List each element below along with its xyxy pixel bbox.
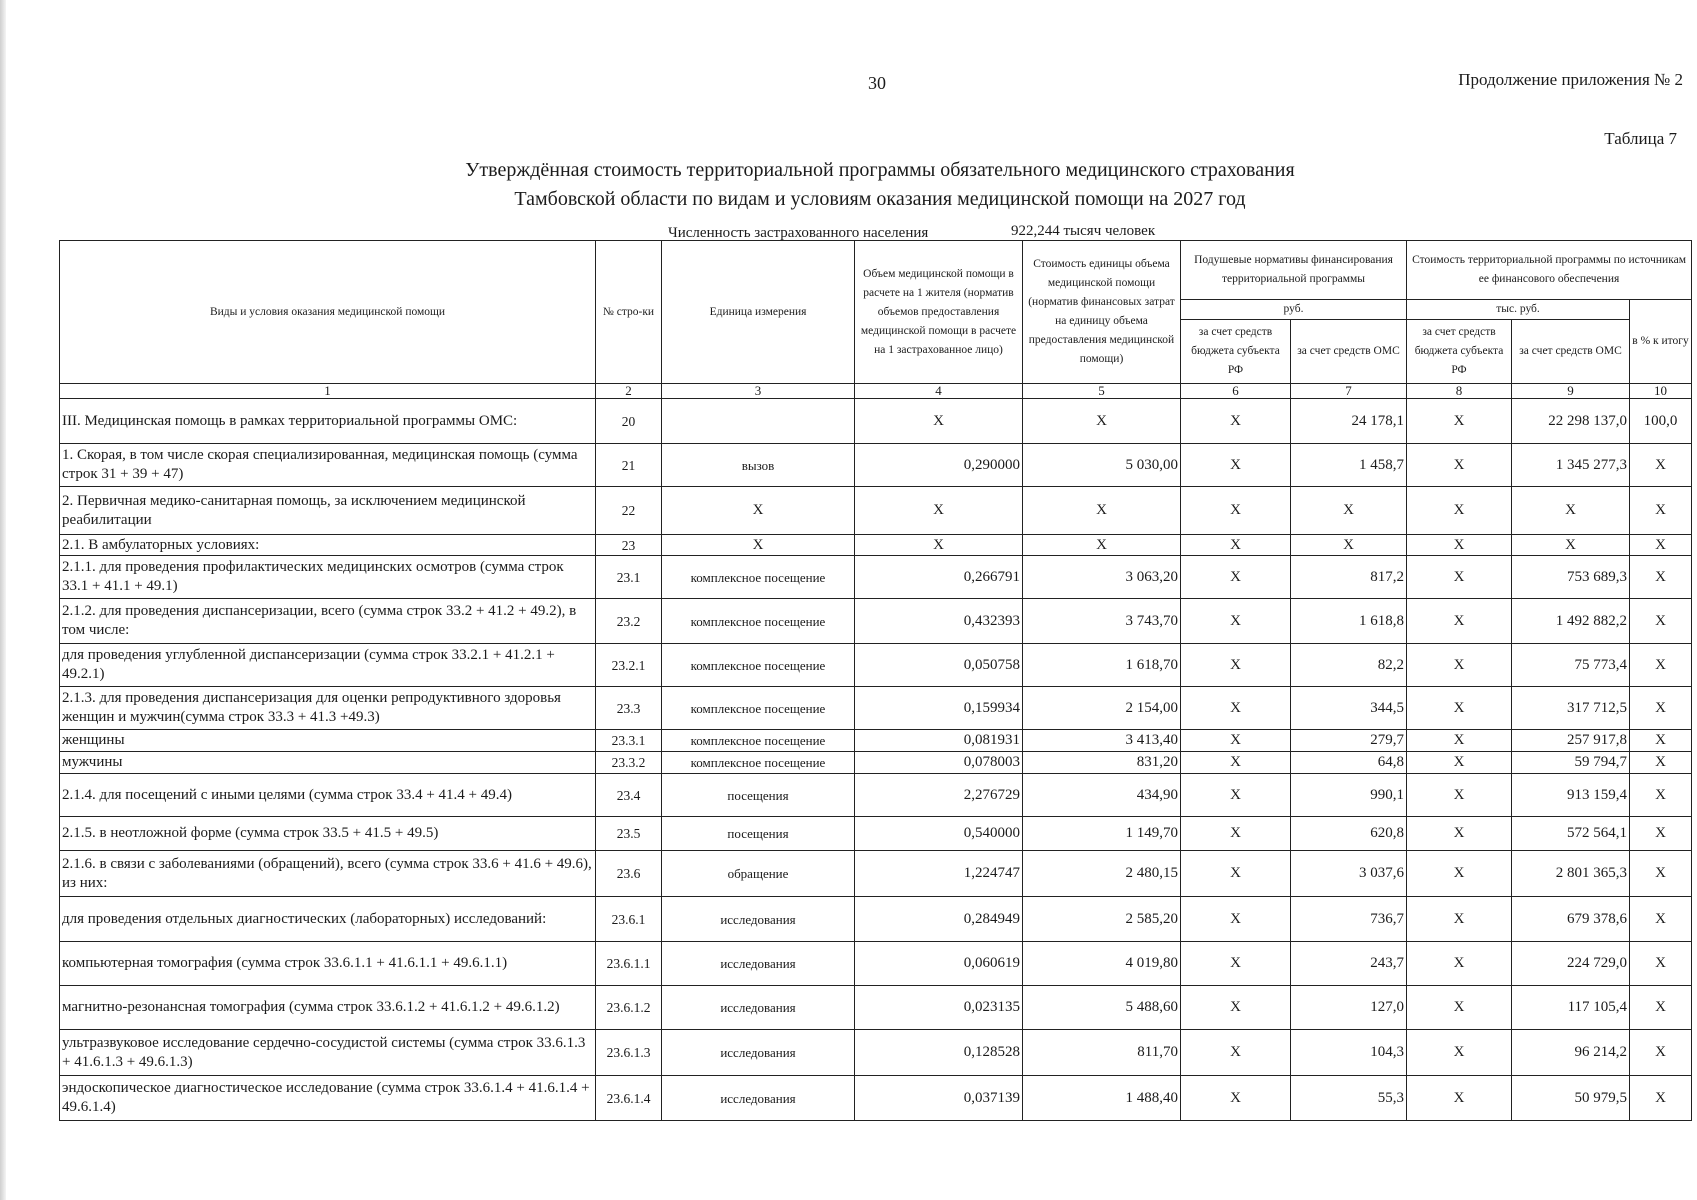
table-row bbox=[60, 897, 1692, 942]
row-budget-total: Х bbox=[1407, 535, 1512, 556]
row-unit-cost: 1 618,70 bbox=[1023, 644, 1181, 687]
row-unit-cost: 831,20 bbox=[1023, 752, 1181, 774]
row-code: 23.4 bbox=[596, 774, 662, 817]
row-name: мужчины bbox=[60, 752, 596, 774]
row-unit: исследования bbox=[662, 1076, 855, 1121]
row-budget-total: Х bbox=[1407, 752, 1512, 774]
column-number: 6 bbox=[1181, 384, 1291, 399]
header-kinds: Виды и условия оказания медицинской помощи bbox=[60, 241, 596, 384]
row-unit: Х bbox=[662, 487, 855, 535]
row-unit-cost: Х bbox=[1023, 535, 1181, 556]
header-budget-per-capita: за счет средств бюджета субъекта РФ bbox=[1181, 320, 1291, 384]
row-volume: 0,060619 bbox=[855, 942, 1023, 986]
row-name: женщины bbox=[60, 730, 596, 752]
row-oms-total: 753 689,3 bbox=[1512, 556, 1630, 599]
row-percent: Х bbox=[1630, 774, 1692, 817]
row-name: 2.1.3. для проведения диспансеризация для оценки репродуктивного здоровья женщин и мужчин(сумма строк 33.3 + 41.3 +49.3) bbox=[60, 687, 596, 730]
row-budget-total: Х bbox=[1407, 774, 1512, 817]
row-oms-total: 679 378,6 bbox=[1512, 897, 1630, 942]
row-unit: комплексное посещение bbox=[662, 556, 855, 599]
row-unit-cost: 3 743,70 bbox=[1023, 599, 1181, 644]
row-percent: Х bbox=[1630, 897, 1692, 942]
column-number: 2 bbox=[596, 384, 662, 399]
row-oms-total: 2 801 365,3 bbox=[1512, 851, 1630, 897]
row-oms-total: 1 492 882,2 bbox=[1512, 599, 1630, 644]
row-percent: Х bbox=[1630, 535, 1692, 556]
row-oms-total: 117 105,4 bbox=[1512, 986, 1630, 1030]
row-percent: Х bbox=[1630, 556, 1692, 599]
column-number: 7 bbox=[1291, 384, 1407, 399]
row-name: 1. Скорая, в том числе скорая специализированная, медицинская помощь (сумма строк 31 + 39 + 47) bbox=[60, 444, 596, 487]
row-volume: 0,432393 bbox=[855, 599, 1023, 644]
row-percent: Х bbox=[1630, 730, 1692, 752]
row-budget-total: Х bbox=[1407, 817, 1512, 851]
table-row bbox=[60, 487, 1692, 535]
row-oms-per-capita: 344,5 bbox=[1291, 687, 1407, 730]
row-percent: Х bbox=[1630, 752, 1692, 774]
row-name: для проведения углубленной диспансеризации (сумма строк 33.2.1 + 41.2.1 + 49.2.1) bbox=[60, 644, 596, 687]
row-percent: Х bbox=[1630, 599, 1692, 644]
row-budget-total: Х bbox=[1407, 851, 1512, 897]
row-budget-total: Х bbox=[1407, 1030, 1512, 1076]
page-number: 30 bbox=[868, 73, 886, 93]
row-budget-per-capita: Х bbox=[1181, 752, 1291, 774]
column-number: 3 bbox=[662, 384, 855, 399]
row-oms-total: 1 345 277,3 bbox=[1512, 444, 1630, 487]
row-unit bbox=[662, 399, 855, 444]
row-budget-total: Х bbox=[1407, 687, 1512, 730]
row-percent: Х bbox=[1630, 942, 1692, 986]
row-code: 23.2.1 bbox=[596, 644, 662, 687]
row-oms-per-capita: 990,1 bbox=[1291, 774, 1407, 817]
row-unit-cost: 5 030,00 bbox=[1023, 444, 1181, 487]
row-oms-total: Х bbox=[1512, 535, 1630, 556]
row-name: 2. Первичная медико-санитарная помощь, за исключением медицинской реабилитации bbox=[60, 487, 596, 535]
row-volume: 0,290000 bbox=[855, 444, 1023, 487]
row-budget-total: Х bbox=[1407, 644, 1512, 687]
column-number: 5 bbox=[1023, 384, 1181, 399]
table-row bbox=[60, 851, 1692, 897]
row-unit: вызов bbox=[662, 444, 855, 487]
row-name: ультразвуковое исследование сердечно-сосудистой системы (сумма строк 33.6.1.3 + 41.6.1.3 + 49.6.1.3) bbox=[60, 1030, 596, 1076]
row-oms-total: 913 159,4 bbox=[1512, 774, 1630, 817]
row-oms-per-capita: 82,2 bbox=[1291, 644, 1407, 687]
column-number: 8 bbox=[1407, 384, 1512, 399]
row-unit: комплексное посещение bbox=[662, 752, 855, 774]
header-per-capita: Подушевые нормативы финансирования территориальной программы bbox=[1181, 241, 1407, 300]
table-row bbox=[60, 444, 1692, 487]
row-budget-per-capita: Х bbox=[1181, 487, 1291, 535]
row-oms-per-capita: 817,2 bbox=[1291, 556, 1407, 599]
table-row bbox=[60, 687, 1692, 730]
column-number: 10 bbox=[1630, 384, 1692, 399]
row-oms-total: 50 979,5 bbox=[1512, 1076, 1630, 1121]
row-unit-cost: 811,70 bbox=[1023, 1030, 1181, 1076]
row-oms-total: 317 712,5 bbox=[1512, 687, 1630, 730]
row-volume: 1,224747 bbox=[855, 851, 1023, 897]
row-oms-per-capita: Х bbox=[1291, 487, 1407, 535]
row-budget-per-capita: Х bbox=[1181, 817, 1291, 851]
row-percent: Х bbox=[1630, 851, 1692, 897]
table-row bbox=[60, 730, 1692, 752]
row-unit-cost: 2 480,15 bbox=[1023, 851, 1181, 897]
row-unit-cost: 4 019,80 bbox=[1023, 942, 1181, 986]
appendix-continuation: Продолжение приложения № 2 bbox=[1458, 70, 1683, 89]
row-volume: 0,050758 bbox=[855, 644, 1023, 687]
row-code: 23.6.1.4 bbox=[596, 1076, 662, 1121]
row-volume: Х bbox=[855, 487, 1023, 535]
row-code: 23.3 bbox=[596, 687, 662, 730]
row-oms-total: 96 214,2 bbox=[1512, 1030, 1630, 1076]
row-oms-total: 75 773,4 bbox=[1512, 644, 1630, 687]
header-thousand-rub: тыс. руб. bbox=[1407, 300, 1630, 320]
row-budget-per-capita: Х bbox=[1181, 399, 1291, 444]
row-oms-per-capita: 104,3 bbox=[1291, 1030, 1407, 1076]
row-code: 20 bbox=[596, 399, 662, 444]
row-unit: Х bbox=[662, 535, 855, 556]
row-percent: 100,0 bbox=[1630, 399, 1692, 444]
column-number: 1 bbox=[60, 384, 596, 399]
row-budget-per-capita: Х bbox=[1181, 599, 1291, 644]
row-unit: посещения bbox=[662, 817, 855, 851]
table-row bbox=[60, 535, 1692, 556]
header-program-cost: Стоимость территориальной программы по источникам ее финансового обеспечения bbox=[1407, 241, 1692, 300]
header-budget-total: за счет средств бюджета субъекта РФ bbox=[1407, 320, 1512, 384]
table-row bbox=[60, 817, 1692, 851]
row-volume: Х bbox=[855, 535, 1023, 556]
row-budget-per-capita: Х bbox=[1181, 942, 1291, 986]
row-oms-per-capita: 1 618,8 bbox=[1291, 599, 1407, 644]
row-oms-total: 257 917,8 bbox=[1512, 730, 1630, 752]
row-budget-total: Х bbox=[1407, 444, 1512, 487]
row-volume: 0,540000 bbox=[855, 817, 1023, 851]
row-unit: комплексное посещение bbox=[662, 687, 855, 730]
table-row bbox=[60, 644, 1692, 687]
row-oms-total: 572 564,1 bbox=[1512, 817, 1630, 851]
row-code: 23.2 bbox=[596, 599, 662, 644]
row-code: 23.3.2 bbox=[596, 752, 662, 774]
row-budget-total: Х bbox=[1407, 599, 1512, 644]
row-budget-per-capita: Х bbox=[1181, 644, 1291, 687]
population-value: 922,244 тысяч человек bbox=[1011, 223, 1156, 239]
row-volume: 0,023135 bbox=[855, 986, 1023, 1030]
row-code: 23.1 bbox=[596, 556, 662, 599]
table-row bbox=[60, 942, 1692, 986]
row-oms-per-capita: 620,8 bbox=[1291, 817, 1407, 851]
row-budget-per-capita: Х bbox=[1181, 535, 1291, 556]
row-volume: 0,128528 bbox=[855, 1030, 1023, 1076]
row-name: 2.1.6. в связи с заболеваниями (обращений), всего (сумма строк 33.6 + 41.6 + 49.6), из них: bbox=[60, 851, 596, 897]
row-oms-per-capita: 24 178,1 bbox=[1291, 399, 1407, 444]
table-label: Таблица 7 bbox=[1604, 129, 1677, 148]
row-code: 23.6.1.3 bbox=[596, 1030, 662, 1076]
table-row bbox=[60, 599, 1692, 644]
row-code: 21 bbox=[596, 444, 662, 487]
row-code: 23.6.1.2 bbox=[596, 986, 662, 1030]
row-code: 23 bbox=[596, 535, 662, 556]
row-budget-per-capita: Х bbox=[1181, 986, 1291, 1030]
row-name: 2.1.2. для проведения диспансеризации, всего (сумма строк 33.2 + 41.2 + 49.2), в том числе: bbox=[60, 599, 596, 644]
row-oms-per-capita: 127,0 bbox=[1291, 986, 1407, 1030]
row-volume: 2,276729 bbox=[855, 774, 1023, 817]
row-code: 23.6.1 bbox=[596, 897, 662, 942]
row-percent: Х bbox=[1630, 487, 1692, 535]
header-rub: руб. bbox=[1181, 300, 1407, 320]
row-budget-per-capita: Х bbox=[1181, 556, 1291, 599]
row-oms-per-capita: 243,7 bbox=[1291, 942, 1407, 986]
row-volume: 0,081931 bbox=[855, 730, 1023, 752]
table-row bbox=[60, 752, 1692, 774]
row-unit-cost: 5 488,60 bbox=[1023, 986, 1181, 1030]
header-unit-cost: Стоимость единицы объема медицинской помощи (норматив финансовых затрат на единицу объема предоставления медицинской помощи) bbox=[1023, 241, 1181, 384]
row-unit: комплексное посещение bbox=[662, 644, 855, 687]
row-unit-cost: 2 585,20 bbox=[1023, 897, 1181, 942]
row-volume: 0,266791 bbox=[855, 556, 1023, 599]
row-unit-cost: 1 149,70 bbox=[1023, 817, 1181, 851]
row-code: 23.6.1.1 bbox=[596, 942, 662, 986]
row-unit-cost: Х bbox=[1023, 399, 1181, 444]
row-budget-total: Х bbox=[1407, 556, 1512, 599]
row-budget-total: Х bbox=[1407, 730, 1512, 752]
row-unit-cost: 434,90 bbox=[1023, 774, 1181, 817]
cost-table bbox=[59, 240, 1692, 1121]
row-unit: обращение bbox=[662, 851, 855, 897]
row-budget-per-capita: Х bbox=[1181, 897, 1291, 942]
row-volume: 0,037139 bbox=[855, 1076, 1023, 1121]
header-percent: в % к итогу bbox=[1630, 300, 1692, 384]
row-oms-per-capita: 1 458,7 bbox=[1291, 444, 1407, 487]
row-name: 2.1.4. для посещений с иными целями (сумма строк 33.4 + 41.4 + 49.4) bbox=[60, 774, 596, 817]
row-budget-total: Х bbox=[1407, 942, 1512, 986]
row-unit-cost: 3 413,40 bbox=[1023, 730, 1181, 752]
row-percent: Х bbox=[1630, 817, 1692, 851]
row-volume: Х bbox=[855, 399, 1023, 444]
row-code: 23.5 bbox=[596, 817, 662, 851]
row-oms-total: 224 729,0 bbox=[1512, 942, 1630, 986]
row-oms-total: Х bbox=[1512, 487, 1630, 535]
row-unit-cost: 1 488,40 bbox=[1023, 1076, 1181, 1121]
row-oms-total: 22 298 137,0 bbox=[1512, 399, 1630, 444]
row-volume: 0,284949 bbox=[855, 897, 1023, 942]
row-unit: посещения bbox=[662, 774, 855, 817]
row-percent: Х bbox=[1630, 644, 1692, 687]
column-number: 9 bbox=[1512, 384, 1630, 399]
column-numbers-row bbox=[60, 384, 1692, 399]
row-code: 22 bbox=[596, 487, 662, 535]
row-unit-cost: 3 063,20 bbox=[1023, 556, 1181, 599]
document-title bbox=[0, 156, 1697, 214]
title-line-2: Тамбовской области по видам и условиям оказания медицинской помощи на 2027 год bbox=[514, 188, 1246, 210]
row-name: 2.1.1. для проведения профилактических медицинских осмотров (сумма строк 33.1 + 41.1 + 49.1) bbox=[60, 556, 596, 599]
row-oms-per-capita: 64,8 bbox=[1291, 752, 1407, 774]
row-unit: исследования bbox=[662, 897, 855, 942]
table-row bbox=[60, 986, 1692, 1030]
header-unit: Единица измерения bbox=[662, 241, 855, 384]
row-budget-total: Х bbox=[1407, 897, 1512, 942]
row-unit: исследования bbox=[662, 1030, 855, 1076]
row-name: 2.1. В амбулаторных условиях: bbox=[60, 535, 596, 556]
row-budget-total: Х bbox=[1407, 487, 1512, 535]
row-name: магнитно-резонансная томография (сумма строк 33.6.1.2 + 41.6.1.2 + 49.6.1.2) bbox=[60, 986, 596, 1030]
row-percent: Х bbox=[1630, 1076, 1692, 1121]
table-row bbox=[60, 1030, 1692, 1076]
header-oms-per-capita: за счет средств ОМС bbox=[1291, 320, 1407, 384]
row-percent: Х bbox=[1630, 687, 1692, 730]
row-unit: комплексное посещение bbox=[662, 730, 855, 752]
row-volume: 0,078003 bbox=[855, 752, 1023, 774]
header-row-number: № стро-ки bbox=[596, 241, 662, 384]
row-percent: Х bbox=[1630, 444, 1692, 487]
row-budget-per-capita: Х bbox=[1181, 1030, 1291, 1076]
row-volume: 0,159934 bbox=[855, 687, 1023, 730]
row-unit: исследования bbox=[662, 942, 855, 986]
row-budget-per-capita: Х bbox=[1181, 444, 1291, 487]
row-oms-per-capita: Х bbox=[1291, 535, 1407, 556]
row-oms-per-capita: 55,3 bbox=[1291, 1076, 1407, 1121]
row-budget-per-capita: Х bbox=[1181, 730, 1291, 752]
row-percent: Х bbox=[1630, 986, 1692, 1030]
row-name: III. Медицинская помощь в рамках территориальной программы ОМС: bbox=[60, 399, 596, 444]
table-row bbox=[60, 1076, 1692, 1121]
row-name: компьютерная томография (сумма строк 33.6.1.1 + 41.6.1.1 + 49.6.1.1) bbox=[60, 942, 596, 986]
row-code: 23.6 bbox=[596, 851, 662, 897]
row-budget-per-capita: Х bbox=[1181, 851, 1291, 897]
row-budget-total: Х bbox=[1407, 1076, 1512, 1121]
row-code: 23.3.1 bbox=[596, 730, 662, 752]
row-name: эндоскопическое диагностическое исследование (сумма строк 33.6.1.4 + 41.6.1.4 + 49.6.1.4) bbox=[60, 1076, 596, 1121]
row-budget-per-capita: Х bbox=[1181, 1076, 1291, 1121]
header-oms-total: за счет средств ОМС bbox=[1512, 320, 1630, 384]
row-oms-per-capita: 279,7 bbox=[1291, 730, 1407, 752]
row-budget-per-capita: Х bbox=[1181, 774, 1291, 817]
row-budget-total: Х bbox=[1407, 986, 1512, 1030]
row-name: для проведения отдельных диагностических (лабораторных) исследований: bbox=[60, 897, 596, 942]
row-unit-cost: Х bbox=[1023, 487, 1181, 535]
row-budget-total: Х bbox=[1407, 399, 1512, 444]
row-unit: исследования bbox=[662, 986, 855, 1030]
row-unit-cost: 2 154,00 bbox=[1023, 687, 1181, 730]
row-percent: Х bbox=[1630, 1030, 1692, 1076]
row-oms-per-capita: 736,7 bbox=[1291, 897, 1407, 942]
row-oms-per-capita: 3 037,6 bbox=[1291, 851, 1407, 897]
table-row bbox=[60, 399, 1692, 444]
row-budget-per-capita: Х bbox=[1181, 687, 1291, 730]
table-row bbox=[60, 774, 1692, 817]
header-volume: Объем медицинской помощи в расчете на 1 жителя (норматив объемов предоставления медицинской помощи в расчете на 1 застрахованное лицо) bbox=[855, 241, 1023, 384]
row-name: 2.1.5. в неотложной форме (сумма строк 33.5 + 41.5 + 49.5) bbox=[60, 817, 596, 851]
row-oms-total: 59 794,7 bbox=[1512, 752, 1630, 774]
column-number: 4 bbox=[855, 384, 1023, 399]
table-row bbox=[60, 556, 1692, 599]
population-label: Численность застрахованного населения bbox=[668, 225, 929, 241]
title-line-1: Утверждённая стоимость территориальной программы обязательного медицинского страхования bbox=[465, 159, 1295, 181]
row-unit: комплексное посещение bbox=[662, 599, 855, 644]
